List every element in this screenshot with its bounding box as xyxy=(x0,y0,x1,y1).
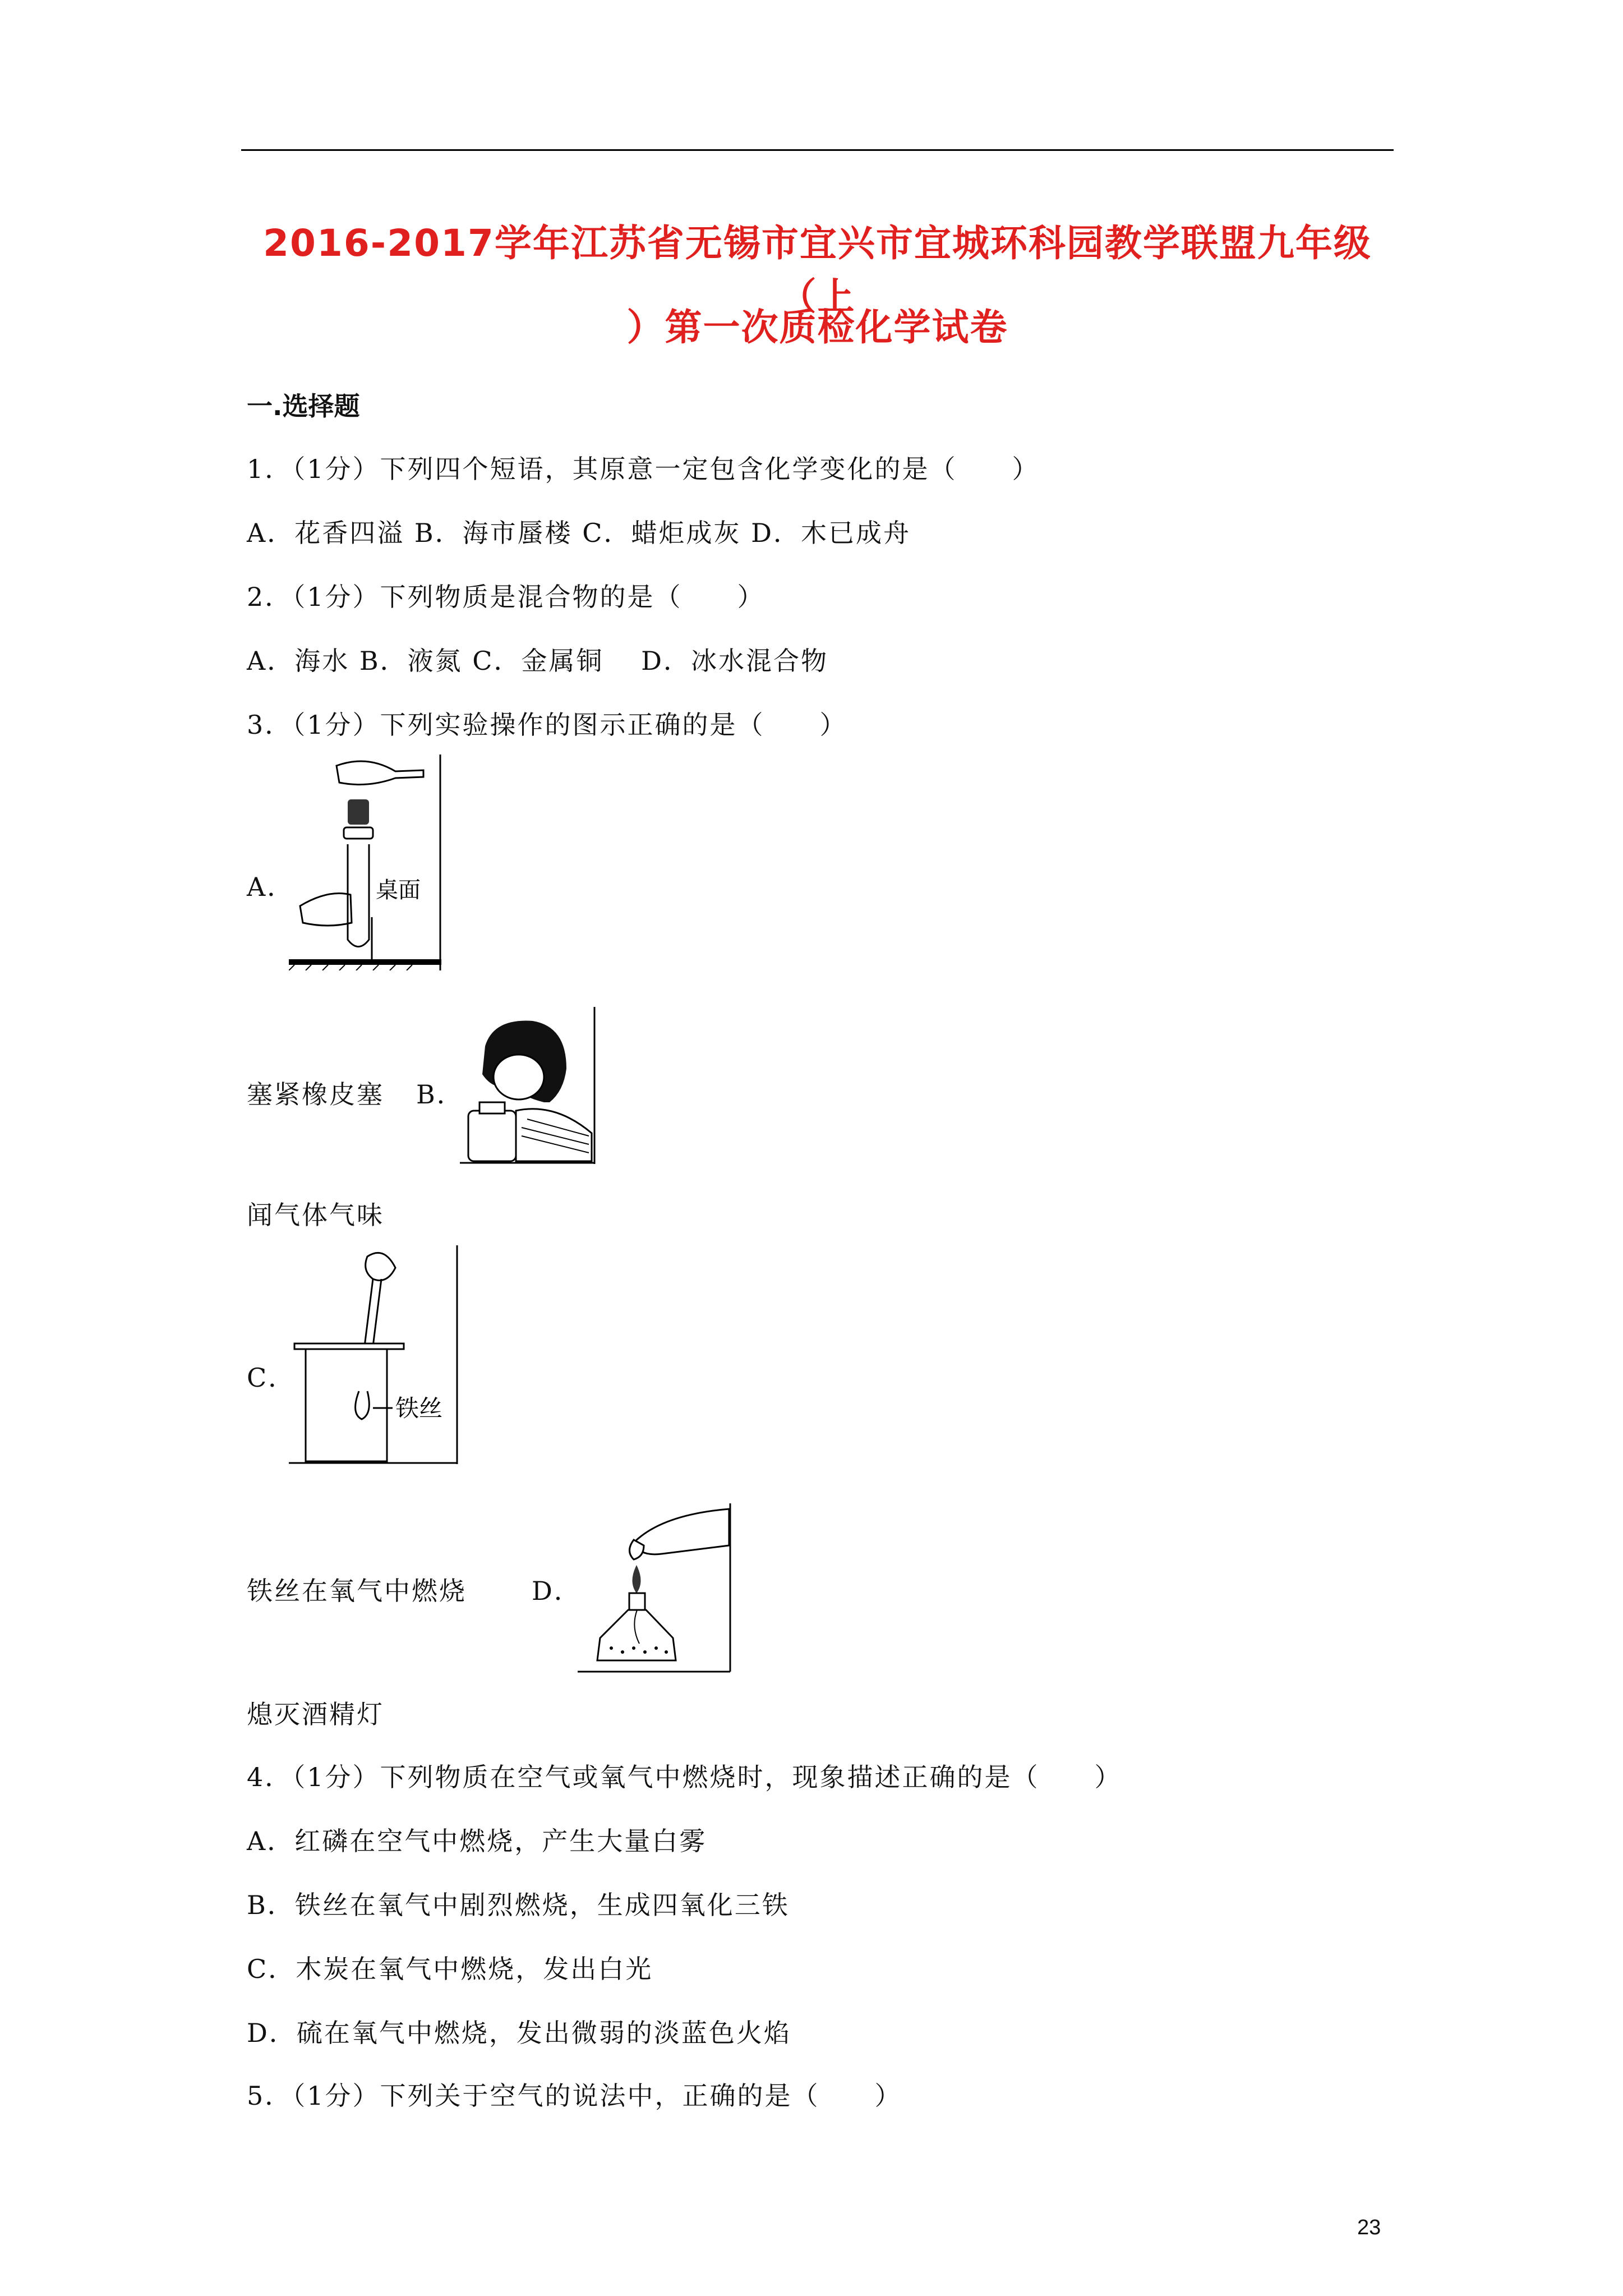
option-c-caption: 铁丝在氧气中燃烧 xyxy=(247,1576,467,1606)
question-3-stem: 3．（1分）下列实验操作的图示正确的是（ ） xyxy=(247,710,847,740)
question-4-option-b: B．铁丝在氧气中剧烈燃烧，生成四氧化三铁 xyxy=(247,1890,790,1920)
option-a-caption: 塞紧橡皮塞 xyxy=(247,1079,384,1110)
iron-wire-burning-figure xyxy=(289,1245,460,1464)
question-4-option-a: A．红磷在空气中燃烧，产生大量白雾 xyxy=(247,1826,707,1856)
option-d-label: D． xyxy=(532,1576,582,1606)
option-d-caption: 熄灭酒精灯 xyxy=(247,1699,384,1729)
iron-wire-label: 铁丝 xyxy=(395,1395,443,1422)
exam-title-line-2: ）第一次质检化学试卷 xyxy=(626,306,1008,349)
option-b-caption: 闻气体气味 xyxy=(247,1200,384,1230)
question-4-option-c: C．木炭在氧气中燃烧，发出白光 xyxy=(247,1954,653,1984)
option-b-label: B． xyxy=(416,1079,464,1110)
option-c-label: C． xyxy=(247,1363,296,1393)
option-a-label: A． xyxy=(247,872,295,902)
question-4-option-d: D．硫在氧气中燃烧，发出微弱的淡蓝色火焰 xyxy=(247,2018,791,2048)
question-2-options: A．海水 B．液氮 C．金属铜 D．冰水混合物 xyxy=(247,646,828,676)
desk-label: 桌面 xyxy=(376,877,421,903)
question-5-stem: 5．（1分）下列关于空气的说法中，正确的是（ ） xyxy=(247,2081,902,2111)
section-title: 一.选择题 xyxy=(247,391,360,421)
question-2-stem: 2．（1分）下列物质是混合物的是（ ） xyxy=(247,582,765,612)
insert-stopper-figure xyxy=(289,754,446,970)
extinguish-alcohol-lamp-figure xyxy=(578,1503,735,1677)
question-1-stem: 1．（1分）下列四个短语，其原意一定包含化学变化的是（ ） xyxy=(247,454,1040,484)
smell-gas-figure xyxy=(460,1007,600,1164)
page-number: 23 xyxy=(1357,2216,1381,2239)
question-4-stem: 4．（1分）下列物质在空气或氧气中燃烧时，现象描述正确的是（ ） xyxy=(247,1762,1122,1792)
exam-title-line-1: 2016-2017学年江苏省无锡市宜兴市宜城环科园教学联盟九年级（上 xyxy=(263,222,1372,318)
header-rule xyxy=(241,149,1394,151)
question-1-options: A．花香四溢 B．海市蜃楼 C．蜡炬成灰 D．木已成舟 xyxy=(247,518,911,548)
